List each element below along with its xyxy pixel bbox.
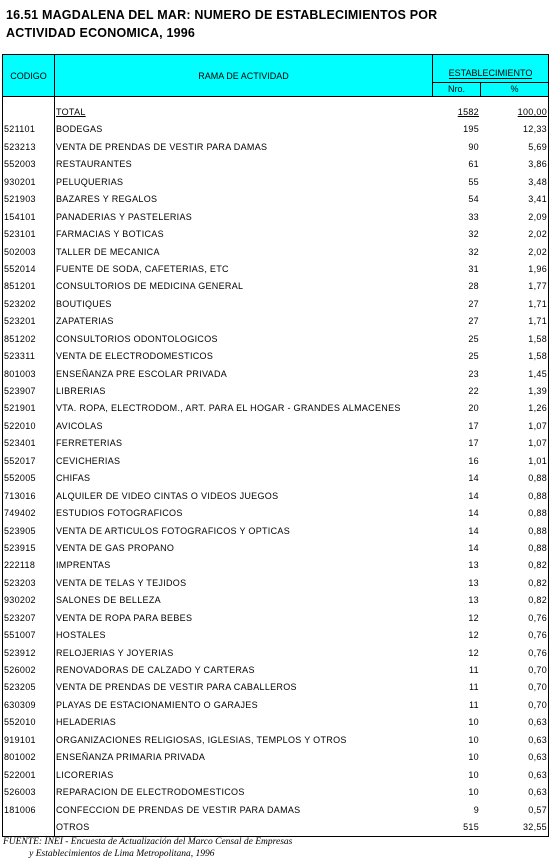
table-row bbox=[3, 506, 548, 523]
row-pct: 0,88 bbox=[528, 542, 547, 553]
row-pct: 1,77 bbox=[528, 281, 547, 292]
row-codigo: 523205 bbox=[4, 682, 36, 693]
row-rama: PANADERIAS Y PASTELERIAS bbox=[56, 211, 193, 222]
row-pct: 0,82 bbox=[528, 577, 547, 588]
row-codigo: 552003 bbox=[4, 159, 36, 170]
row-rama: LIBRERIAS bbox=[56, 386, 106, 396]
row-rama: VENTA DE ARTICULOS FOTOGRAFICOS Y OPTICAS bbox=[56, 525, 291, 536]
row-rama: REPARACION DE ELECTRODOMESTICOS bbox=[56, 787, 245, 798]
row-nro: 27 bbox=[468, 298, 479, 309]
table-row bbox=[3, 105, 548, 122]
row-rama: VENTA DE TELAS Y TEJIDOS bbox=[56, 577, 187, 588]
row-codigo: 526003 bbox=[4, 787, 36, 798]
row-codigo: 749402 bbox=[4, 508, 36, 519]
table-row bbox=[3, 192, 548, 209]
row-rama: CEVICHERIAS bbox=[56, 455, 121, 466]
row-pct: 0,63 bbox=[528, 787, 547, 798]
row-rama: LICORERIAS bbox=[56, 769, 114, 780]
row-pct: 0,70 bbox=[528, 699, 547, 710]
row-pct: 1,45 bbox=[528, 368, 547, 379]
row-pct: 1,71 bbox=[528, 316, 547, 327]
row-rama: HELADERIAS bbox=[56, 717, 117, 728]
row-rama: RELOJERIAS Y JOYERIAS bbox=[56, 647, 174, 658]
row-rama: ENSEÑANZA PRE ESCOLAR PRIVADA bbox=[56, 368, 228, 379]
row-nro: 13 bbox=[468, 577, 479, 588]
table-row bbox=[3, 401, 548, 418]
header-establecimiento-label: ESTABLECIMIENTO bbox=[448, 68, 533, 78]
table-row bbox=[3, 663, 548, 680]
row-rama: ENSEÑANZA PRIMARIA PRIVADA bbox=[56, 752, 206, 763]
row-rama: FUENTE DE SODA, CAFETERIAS, ETC bbox=[56, 263, 229, 274]
row-codigo: 801003 bbox=[4, 368, 36, 379]
row-nro: 12 bbox=[468, 630, 479, 641]
header-divider bbox=[433, 82, 548, 83]
row-pct: 0,76 bbox=[528, 612, 547, 623]
table-row bbox=[3, 227, 548, 244]
row-codigo: 222118 bbox=[4, 560, 36, 571]
row-nro: 10 bbox=[468, 717, 479, 728]
row-pct: 1,26 bbox=[528, 403, 547, 414]
table-header bbox=[3, 55, 548, 97]
row-rama: AVICOLAS bbox=[56, 420, 103, 431]
row-rama: BODEGAS bbox=[56, 124, 103, 135]
row-nro: 32 bbox=[468, 229, 479, 240]
row-codigo: 523905 bbox=[4, 525, 36, 536]
row-nro: 31 bbox=[468, 263, 479, 274]
row-pct: 3,86 bbox=[528, 159, 547, 170]
statistics-table bbox=[2, 54, 549, 837]
row-pct: 12,33 bbox=[522, 124, 547, 135]
row-rama: ZAPATERIAS bbox=[56, 316, 114, 327]
row-rama: HOSTALES bbox=[56, 630, 106, 641]
row-nro: 14 bbox=[468, 525, 479, 536]
row-codigo: 522001 bbox=[4, 769, 36, 780]
row-pct: 1,07 bbox=[528, 420, 547, 431]
row-pct: 1,58 bbox=[528, 351, 547, 362]
row-codigo: 552010 bbox=[4, 717, 36, 728]
row-nro: 11 bbox=[469, 682, 479, 693]
row-codigo: 502003 bbox=[4, 246, 36, 257]
row-pct: 0,88 bbox=[528, 490, 547, 501]
row-rama: TALLER DE MECANICA bbox=[56, 246, 160, 257]
row-rama: TOTAL bbox=[56, 107, 86, 117]
row-rama: FERRETERIAS bbox=[56, 438, 123, 449]
table-row bbox=[3, 524, 548, 541]
row-codigo: 930202 bbox=[4, 595, 36, 606]
table-row bbox=[3, 384, 548, 401]
table-row bbox=[3, 419, 548, 436]
table-row bbox=[3, 733, 548, 750]
row-codigo: 919101 bbox=[4, 734, 36, 745]
row-pct: 1,39 bbox=[528, 386, 547, 396]
table-row bbox=[3, 245, 548, 262]
row-rama: VENTA DE ROPA PARA BEBES bbox=[56, 612, 193, 623]
row-rama: VTA. ROPA, ELECTRODOM., ART. PARA EL HOGAR - GRANDES ALMACENES bbox=[56, 403, 401, 414]
row-codigo: 851201 bbox=[4, 281, 36, 292]
row-nro: 12 bbox=[468, 647, 479, 658]
table-row bbox=[3, 576, 548, 593]
table-row bbox=[3, 297, 548, 314]
row-codigo: 523912 bbox=[4, 647, 36, 658]
row-pct: 1,96 bbox=[528, 263, 547, 274]
row-nro: 22 bbox=[468, 386, 479, 396]
table-row bbox=[3, 768, 548, 785]
row-codigo: 552017 bbox=[4, 455, 36, 466]
header-rama-actividad: RAMA DE ACTIVIDAD bbox=[55, 55, 433, 96]
row-codigo: 523915 bbox=[4, 542, 36, 553]
row-nro: 16 bbox=[468, 455, 479, 466]
row-codigo: 154101 bbox=[4, 211, 36, 222]
row-pct: 0,63 bbox=[528, 734, 547, 745]
row-codigo: 523213 bbox=[4, 141, 36, 152]
table-row bbox=[3, 541, 548, 558]
row-nro: 17 bbox=[468, 420, 479, 431]
row-nro: 10 bbox=[468, 769, 479, 780]
table-row bbox=[3, 454, 548, 471]
table-row bbox=[3, 611, 548, 628]
row-rama: CONFECCION DE PRENDAS DE VESTIR PARA DAMAS bbox=[56, 804, 301, 815]
row-nro: 195 bbox=[463, 124, 479, 135]
row-nro: 17 bbox=[468, 438, 479, 449]
table-row bbox=[3, 122, 548, 139]
row-rama: CHIFAS bbox=[56, 473, 91, 484]
row-rama: ESTUDIOS FOTOGRAFICOS bbox=[56, 508, 183, 519]
row-pct: 3,48 bbox=[528, 176, 547, 187]
table-row bbox=[3, 628, 548, 645]
row-rama: RENOVADORAS DE CALZADO Y CARTERAS bbox=[56, 665, 255, 675]
row-nro: 20 bbox=[468, 403, 479, 414]
row-pct: 0,70 bbox=[528, 665, 547, 675]
table-row bbox=[3, 279, 548, 296]
source-footnote: FUENTE: INEI - Encuesta de Actualización del Marco Censal de Empresas y Establecimientos de Lima Metropolitana, 1996 bbox=[3, 837, 293, 859]
row-rama: CONSULTORIOS DE MEDICINA GENERAL bbox=[56, 281, 244, 292]
table-row bbox=[3, 820, 548, 837]
row-nro: 12 bbox=[468, 612, 479, 623]
row-nro: 14 bbox=[468, 542, 479, 553]
row-nro: 9 bbox=[473, 804, 479, 815]
row-codigo: 523201 bbox=[4, 316, 36, 327]
row-nro: 11 bbox=[469, 699, 479, 710]
table-row bbox=[3, 210, 548, 227]
row-codigo: 523202 bbox=[4, 298, 36, 309]
row-pct: 1,71 bbox=[528, 298, 547, 309]
row-codigo: 523207 bbox=[4, 612, 36, 623]
row-rama: FARMACIAS Y BOTICAS bbox=[56, 229, 164, 240]
row-rama: ORGANIZACIONES RELIGIOSAS, IGLESIAS, TEMPLOS Y OTROS bbox=[56, 734, 347, 745]
row-nro: 14 bbox=[468, 473, 479, 484]
row-pct: 0,70 bbox=[528, 682, 547, 693]
row-pct: 2,02 bbox=[528, 246, 547, 257]
header-pct: % bbox=[510, 84, 519, 94]
table-row bbox=[3, 140, 548, 157]
table-row bbox=[3, 698, 548, 715]
row-codigo: 523101 bbox=[4, 229, 36, 240]
row-codigo: 851202 bbox=[4, 333, 36, 344]
row-codigo: 551007 bbox=[4, 630, 36, 641]
row-pct: 0,88 bbox=[528, 525, 547, 536]
table-row bbox=[3, 558, 548, 575]
row-rama: VENTA DE PRENDAS DE VESTIR PARA DAMAS bbox=[56, 141, 268, 152]
row-nro: 11 bbox=[469, 665, 479, 675]
row-codigo: 552014 bbox=[4, 263, 36, 274]
table-row bbox=[3, 314, 548, 331]
row-pct: 0,88 bbox=[528, 508, 547, 519]
row-pct: 0,63 bbox=[528, 717, 547, 728]
row-pct: 1,01 bbox=[528, 455, 547, 466]
row-nro: 27 bbox=[468, 316, 479, 327]
row-nro: 28 bbox=[468, 281, 479, 292]
row-pct: 100,00 bbox=[517, 107, 547, 117]
row-rama: RESTAURANTES bbox=[56, 159, 132, 170]
row-codigo: 630309 bbox=[4, 699, 36, 710]
row-rama: ALQUILER DE VIDEO CINTAS O VIDEOS JUEGOS bbox=[56, 490, 279, 501]
page-title: 16.51 MAGDALENA DEL MAR: NUMERO DE ESTABLECIMIENTOS POR ACTIVIDAD ECONOMICA, 1996 bbox=[6, 8, 438, 40]
row-pct: 0,88 bbox=[528, 473, 547, 484]
row-nro: 10 bbox=[468, 734, 479, 745]
table-body bbox=[3, 105, 548, 837]
table-row bbox=[3, 715, 548, 732]
row-rama: IMPRENTAS bbox=[56, 560, 111, 571]
row-rama: VENTA DE ELECTRODOMESTICOS bbox=[56, 351, 214, 362]
row-rama: CONSULTORIOS ODONTOLOGICOS bbox=[56, 333, 218, 344]
row-pct: 0,63 bbox=[528, 769, 547, 780]
row-nro: 14 bbox=[468, 508, 479, 519]
table-row bbox=[3, 680, 548, 697]
row-codigo: 523203 bbox=[4, 577, 36, 588]
row-rama: SALONES DE BELLEZA bbox=[56, 595, 161, 606]
row-nro: 33 bbox=[468, 211, 479, 222]
row-pct: 2,09 bbox=[528, 211, 547, 222]
row-pct: 2,02 bbox=[528, 229, 547, 240]
row-pct: 5,69 bbox=[528, 141, 547, 152]
table-row bbox=[3, 349, 548, 366]
row-nro: 25 bbox=[468, 351, 479, 362]
table-row bbox=[3, 489, 548, 506]
table-row bbox=[3, 175, 548, 192]
table-row bbox=[3, 785, 548, 802]
row-pct: 1,07 bbox=[528, 438, 547, 449]
row-codigo: 523907 bbox=[4, 386, 36, 396]
row-nro: 515 bbox=[463, 821, 479, 832]
table-row bbox=[3, 803, 548, 820]
row-nro: 54 bbox=[468, 194, 479, 205]
row-pct: 0,57 bbox=[528, 804, 547, 815]
row-pct: 0,76 bbox=[528, 630, 547, 641]
row-rama: PELUQUERIAS bbox=[56, 176, 124, 187]
row-codigo: 181006 bbox=[4, 804, 36, 815]
row-pct: 3,41 bbox=[528, 194, 547, 205]
row-pct: 0,82 bbox=[528, 560, 547, 571]
row-codigo: 523401 bbox=[4, 438, 36, 449]
row-codigo: 521901 bbox=[4, 403, 36, 414]
row-rama: VENTA DE PRENDAS DE VESTIR PARA CABALLEROS bbox=[56, 682, 297, 693]
row-pct: 0,63 bbox=[528, 752, 547, 763]
header-codigo: CODIGO bbox=[3, 55, 55, 96]
table-row bbox=[3, 367, 548, 384]
row-codigo: 521101 bbox=[4, 124, 36, 135]
row-codigo: 522010 bbox=[4, 420, 36, 431]
row-nro: 90 bbox=[468, 141, 479, 152]
row-nro: 23 bbox=[468, 368, 479, 379]
row-nro: 13 bbox=[468, 560, 479, 571]
row-nro: 25 bbox=[468, 333, 479, 344]
table-row bbox=[3, 646, 548, 663]
row-codigo: 552005 bbox=[4, 473, 36, 484]
row-rama: BOUTIQUES bbox=[56, 298, 112, 309]
table-row bbox=[3, 262, 548, 279]
table-row bbox=[3, 332, 548, 349]
row-nro: 55 bbox=[468, 176, 479, 187]
row-codigo: 801002 bbox=[4, 752, 36, 763]
row-codigo: 526002 bbox=[4, 665, 36, 675]
row-rama: VENTA DE GAS PROPANO bbox=[56, 542, 175, 553]
table-row bbox=[3, 157, 548, 174]
header-nro: Nro. bbox=[447, 84, 465, 94]
row-nro: 14 bbox=[468, 490, 479, 501]
row-codigo: 523311 bbox=[4, 351, 36, 362]
table-row bbox=[3, 593, 548, 610]
row-rama: PLAYAS DE ESTACIONAMIENTO O GARAJES bbox=[56, 699, 258, 710]
row-nro: 10 bbox=[468, 787, 479, 798]
table-row bbox=[3, 436, 548, 453]
row-nro: 13 bbox=[468, 595, 479, 606]
table-row bbox=[3, 471, 548, 488]
row-codigo: 930201 bbox=[4, 176, 36, 187]
row-pct: 0,82 bbox=[528, 595, 547, 606]
row-nro: 10 bbox=[468, 752, 479, 763]
header-establecimiento bbox=[433, 68, 548, 78]
row-pct: 0,76 bbox=[528, 647, 547, 658]
row-codigo: 713016 bbox=[4, 490, 36, 501]
row-nro: 32 bbox=[468, 246, 479, 257]
row-pct: 1,58 bbox=[528, 333, 547, 344]
table-row bbox=[3, 750, 548, 767]
row-codigo: 521903 bbox=[4, 194, 36, 205]
row-nro: 1582 bbox=[457, 107, 479, 117]
row-pct: 32,55 bbox=[522, 821, 547, 832]
row-nro: 61 bbox=[468, 159, 479, 170]
row-rama: OTROS bbox=[56, 821, 90, 832]
row-rama: BAZARES Y REGALOS bbox=[56, 194, 158, 205]
